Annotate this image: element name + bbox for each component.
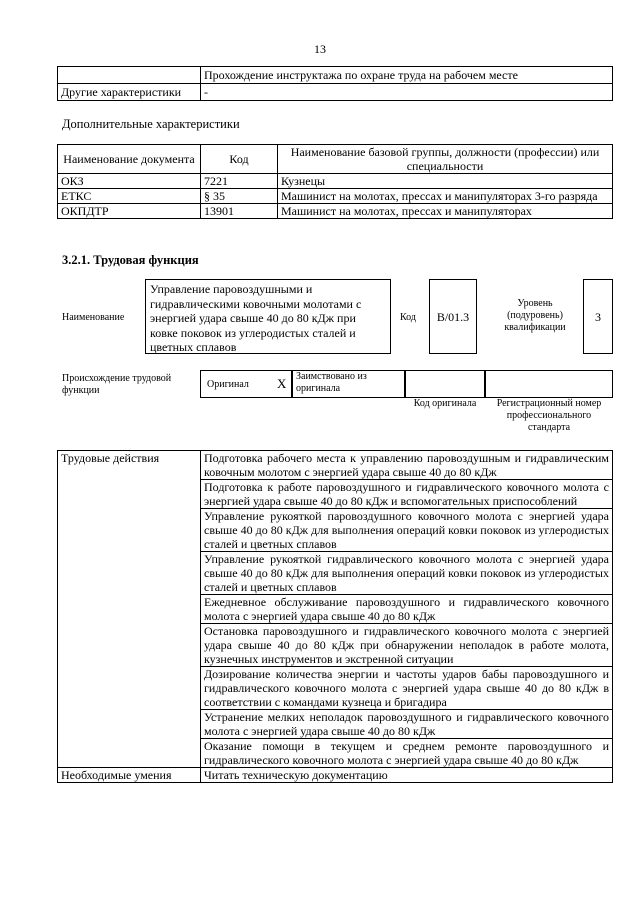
- function-code-box: B/01.3: [429, 279, 477, 354]
- action-item: Остановка паровоздушного и гидравлического ковочного молота с энергией удара свыше 40 до 80 кДж при обнаружении неполадок в работе молота, кузнечных инструментов и экстренной ситуации: [201, 624, 613, 667]
- original-label: Оригинал: [207, 379, 249, 390]
- action-item: Управление рукояткой паровоздушного ковочного молота с энергией удара свыше 40 до 80 кДж для выполнения операций ковки поковок из углеродистых сталей и цветных сплавов: [201, 509, 613, 552]
- name-cell: Кузнецы: [278, 174, 613, 189]
- header-group-name: Наименование базовой группы, должности (профессии) или специальности: [278, 145, 613, 174]
- other-characteristics-label: Другие характеристики: [58, 84, 201, 101]
- original-mark: X: [277, 376, 287, 391]
- code-original-label: Код оригинала: [413, 398, 477, 409]
- labor-actions-label: Трудовые действия: [58, 451, 201, 768]
- action-item: Устранение мелких неполадок паровоздушного и гидравлического ковочного молота с энергией удара свыше 40 до 80 кДж: [201, 710, 613, 739]
- action-item: Управление рукояткой гидравлического ковочного молота с энергией удара свыше 40 до 80 кДж для выполнения операций ковки поковок из углеродистых сталей и цветных сплавов: [201, 552, 613, 595]
- header-document: Наименование документа: [58, 145, 201, 174]
- code-cell: 13901: [201, 204, 278, 219]
- additional-characteristics-table: [57, 144, 613, 219]
- code-label: Код: [400, 312, 416, 323]
- name-label: Наименование: [62, 312, 125, 323]
- qualification-level-box: 3: [583, 279, 613, 354]
- name-cell: Машинист на молотах, прессах и манипуляторах 3-го разряда: [278, 189, 613, 204]
- origin-label: Происхождение трудовой функции: [62, 373, 172, 396]
- action-item: Подготовка рабочего места к управлению паровоздушным и гидравлическим ковочным молотом с энергией удара свыше 40 до 80 кДж: [201, 451, 613, 480]
- table-row: [58, 84, 613, 101]
- table-row: [58, 768, 613, 783]
- additional-characteristics-title: Дополнительные характеристики: [62, 117, 240, 131]
- skill-item: Читать техническую документацию: [201, 768, 613, 783]
- table-row: [58, 204, 613, 219]
- qualification-level-label: Уровень (подуровень) квалификации: [504, 298, 566, 333]
- code-cell: § 35: [201, 189, 278, 204]
- function-name-box: Управление паровоздушными и гидравлическими ковочными молотами с энергией удара свыше 40 до 80 кДж при ковке поковок из углеродистых сталей и цветных сплавов: [145, 279, 391, 354]
- briefing-value: Прохождение инструктажа по охране труда на рабочем месте: [201, 67, 613, 84]
- table-row: [58, 67, 613, 84]
- top-table: [57, 66, 613, 101]
- doc-cell: ОКЗ: [58, 174, 201, 189]
- other-characteristics-value: -: [201, 84, 613, 101]
- table-row: [58, 451, 613, 480]
- header-code: Код: [201, 145, 278, 174]
- table-header-row: [58, 145, 613, 174]
- action-item: Ежедневное обслуживание паровоздушного и гидравлического ковочного молота с энергией удара свыше 40 до 80 кДж: [201, 595, 613, 624]
- action-item: Оказание помощи в текущем и среднем ремонте паровоздушного и гидравлического ковочного молота с энергией удара свыше 40 до 80 кДж: [201, 739, 613, 768]
- empty-cell: [58, 67, 201, 84]
- table-row: [58, 189, 613, 204]
- original-box: [200, 370, 292, 398]
- reg-number-cell: [485, 370, 613, 398]
- reg-number-label: Регистрационный номер профессионального стандарта: [496, 398, 602, 433]
- code-cell: 7221: [201, 174, 278, 189]
- page-number: 13: [314, 42, 326, 56]
- action-item: Подготовка к работе паровоздушного и гидравлического ковочного молота с энергией удара свыше 40 до 80 кДж и вспомогательных приспособлений: [201, 480, 613, 509]
- name-cell: Машинист на молотах, прессах и манипуляторах: [278, 204, 613, 219]
- action-item: Дозирование количества энергии и частоты ударов бабы паровоздушного и гидравлического ковочного молота с энергией удара свыше 40 до 80 кДж в соответствии с командами кузнеца и бригадира: [201, 667, 613, 710]
- code-original-cell: [405, 370, 485, 398]
- doc-cell: ОКПДТР: [58, 204, 201, 219]
- table-row: [58, 174, 613, 189]
- doc-cell: ЕТКС: [58, 189, 201, 204]
- borrowed-box: Заимствовано из оригинала: [292, 370, 405, 398]
- labor-function-heading: 3.2.1. Трудовая функция: [62, 253, 199, 267]
- skills-label: Необходимые умения: [58, 768, 201, 783]
- labor-actions-table: [57, 450, 613, 783]
